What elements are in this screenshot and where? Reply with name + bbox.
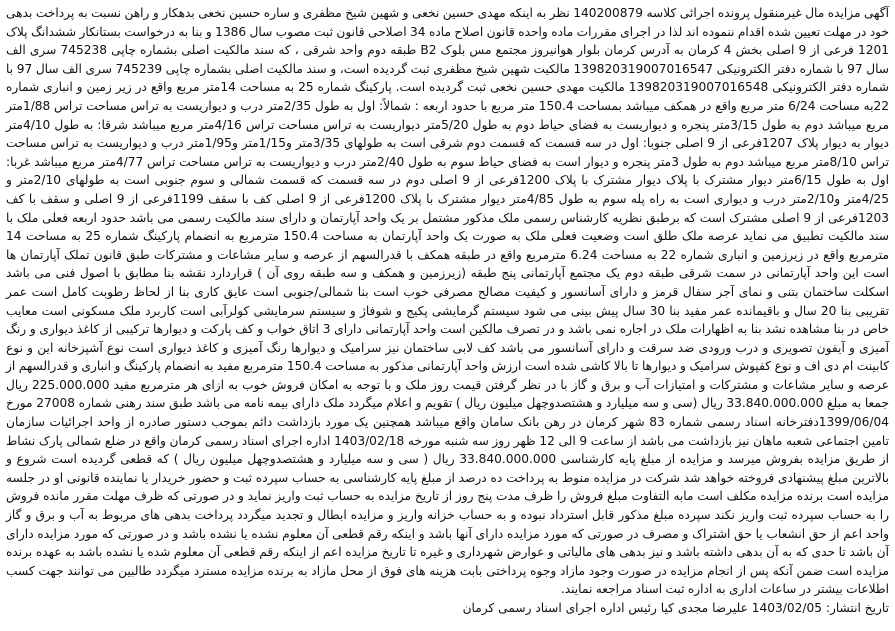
auction-notice-text: آگهی مزایده مال غیرمنقول پرونده اجرائی کلاسه 140200879 نظر به اینکه مهدی حسین نخعی و شهین شیخ مظفری و ساره حسین نخعی بدهکار و راهن نسبت به پرداخت بدهی خود در مهلت تعیین شده اقدام ننموده اند لذا در اجرای مقررات ماده واحده قانون اصلاح ماده 34 اصلاحی قانون ثبت مصوب سال 1386 و بنا به درخواست بستانکار ششدانگ پلاک 1201 فرعی از 9 اصلی بخش 4 کرمان به آدرس کرمان بلوار هوانیروز مجتمع مس بلوک B2 طبقه دوم واحد شرقی ، که سند مالکیت اصلی بشماره چاپی 745238 سری الف سال 97 با شماره دفتر الکترونیکی 139820319007016547 مالکیت شهین شیخ مظفری ثبت گردیده است، و سند مالکیت اصلی بشماره چاپی 745239 سری الف سال 97 با شماره دفتر الکترونیکی 139820319007016548 مالکیت مهدی حسین نخعی ثبت گردیده است. پارکینگ شماره 25 به مساحت 14متر مربع واقع در زیر زمین و انباری شماره 22به مساحت 6/24 متر مربع واقع در همکف میباشد بمساحت 150.4 متر مربع با حدود اربعه : شمالاً: اول به طول 2/35متر درب و دیواریست به تراس مساحت تراس 1/88متر مربع میباشد دوم به طول 3/15متر پنجره و دیواریست به فضای حیاط دوم به طول 5/20متر دیواریست به تراس مساحت تراس 4/16متر مربع میباشد شرقا: به طول 4/10متر دیوار به دیوار پلاک 1207فرعی از 9 اصلی جنوبا: اول در سه قسمت که قسمت دوم شرقی است به طولهای 3/35متر و1/15متر و1/95متر درب و دیواریست به تراس مساحت تراس 8/10متر مربع میباشد دوم به طول 3متر پنجره و دیوار است به فضای حیاط سوم به طول 2/40متر درب و دیواریست به تراس مساحت تراس 4/77متر مربع میباشد غربا: اول به طول 6/15متر دیوار مشترک با پلاک دیوار مشترک با پلاک 1200فرعی از 9 اصلی دوم در سه قسمت که قسمت شمالی و سوم جنوبی است به طولهای 2/10متر و 4/25متر و2/10متر درب و دیواری است به راه پله سوم به طول 4/85متر دیوار مشترک با پلاک 1200فرعی از 9 اصلی کف با سقف 1199فرعی از 9 اصلی و سقف با کف 1203فرعی از 9 اصلی مشترک است که برطبق نظریه کارشناس رسمی ملک مذکور مشتمل بر یک واحد آپارتمان و دارای سند مالکیت رسمی می باشد حدود اربعه فعلی ملک با سند مالکیت تطبیق می نماید عرصه ملک طلق است وضعیت فعلی ملک به صورت یک واحد آپارتمان به مساحت 150.4 مترمربع به انضمام پارکینگ شماره 25 به مساحت 14 مترمربع واقع در زیرزمین و انباری شماره 22 به مساحت 6.24 مترمربع واقع در طبقه همکف با قدرالسهم از عرصه و سایر مشاعات و مشترکات طبق قانون تملک آپارتمان ها است این واحد آپارتمانی در سمت شرقی طبقه دوم یک مجتمع آپارتمانی پنج طبقه (زیرزمین و همکف و سه طبقه روی آن ) قراردارد نقشه بنا مطابق با اصول فنی می باشد اسکلت ساختمان بتنی و نمای آجر سفال قرمز و دارای آسانسور و کیفیت مصالح مصرفی خوب است بنا شمالی/جنوبی است عایق کاری بنا از لحاظ رطوبت کامل است عمر تقریبی بنا 20 سال و باقیمانده عمر مفید بنا 30 سال پیش بینی می شود سیستم گرمایشی پکیج و شوفاژ و سیستم سرمایشی کولرآبی است کاربرد ملک مسکونی است معایب خاص در بنا مشاهده نشد بنا به اظهارات ملک در اجاره نمی باشد و در تصرف مالکین است واحد آپارتمانی دارای 3 اتاق خواب و کف پارکت و دیوارها ترکیبی از کاغذ دیواری و رنگ آمیزی و آیفون تصویری و درب ورودی ضد سرقت و دارای آسانسور می باشد کف لابی ساختمان نیز سرامیک و دیوارها رنگ آمیزی و کاغذ دیواری است نوع آشپزخانه این و نوع کابینت ام دی اف و نوع کفپوش سرامیک و دیوارها تا بالا کاشی شده است ارزش واحد آپارتمانی مذکور به مساحت 150.4 مترمربع مفید به انضمام پارکینگ و انباری و قدرالسهم از عرصه و سایر مشاعات و مشترکات و امتیازات آب و برق و گاز با در نظر گرفتن قیمت روز ملک و با توجه به امکان فروش خوب به ازای هر مترمربع مفید 225.000.000 ریال جمعا به مبلغ 33.840.000.000 ریال (سی و سه میلیارد و هشتصدوچهل میلیون ریال ) تقویم و اعلام میگردد ملک دارای بیمه نامه می باشد طبق سند رهنی شماره 27008 مورخ 1399/06/04دفترخانه اسناد رسمی شماره 83 شهر کرمان در رهن بانک سامان واقع میباشد همچنین یک مورد بازداشت دائم بموجب دستور صادره از واحد اجرائیات سازمان تامین اجتماعی شعبه ماهان نیز بازداشت می باشد از ساعت 9 الی 12 ظهر روز سه شنبه مورخه 1403/02/18 اداره اجرای اسناد رسمی کرمان واقع در ضلع شمالی پارک نشاط از طریق مزایده بفروش میرسد و مزایده از مبلغ پایه کارشناسی 33.840.000.000 ریال ( سی و سه میلیارد و هشتصدوچهل میلیون ریال ) که قطعی گردیده است شروع و بالاترین مبلغ پیشنهادی فروخته خواهد شد شرکت در مزایده منوط به پرداخت ده درصد از مبلغ پایه کارشناسی به حساب سپرده ثبت و حضور خریدار یا نماینده قانونی او در جلسه مزایده است برنده مزایده مکلف است مابه التفاوت مبلغ فروش را ظرف مدت پنج روز از تاریخ مزایده به حساب ثبت واریز نماید و در صورتی که ظرف مهلت مقرر مانده فروش را به حساب سپرده ثبت واریز نکند سپرده مبلغ مذکور قابل استرداد نبوده و به حساب خزانه واریز و مزایده ابطال و تجدید میگردد پرداخت بدهی های مربوط به آب و برق و گاز واحد اعم از حق انشعاب یا حق اشتراک و مصرف در صورتی که مورد مزایده دارای آنها باشد و اینکه رقم قطعی آن معلوم نشده یا نشده باشد و در صورتی که مورد مزایده دارای آن باشد تا حدی که به آن بدهی داشته باشد و نیز بدهی های مالیاتی و عوارض شهرداری و غیره تا تاریخ مزایده اعم از اینکه رقم قطعی آن معلوم شده یا نشده باشد به عهده برنده مزایده است ضمن آنکه پس از انجام مزایده در صورت وجود مازاد وجوه پرداختی بابت هزینه های فوق از محل مازاد به برنده مزایده مسترد میگردد طالبین می توانند جهت کسب اطلاعات بیشتر در ساعات اداری به اداره ثبت اسناد مراجعه نمایند. <box>6 6 890 597</box>
publication-footer: تاریخ انتشار: 1403/02/05 علیرضا مجدی کیا رئیس اداره اجرای اسناد رسمی کرمان <box>462 601 889 615</box>
